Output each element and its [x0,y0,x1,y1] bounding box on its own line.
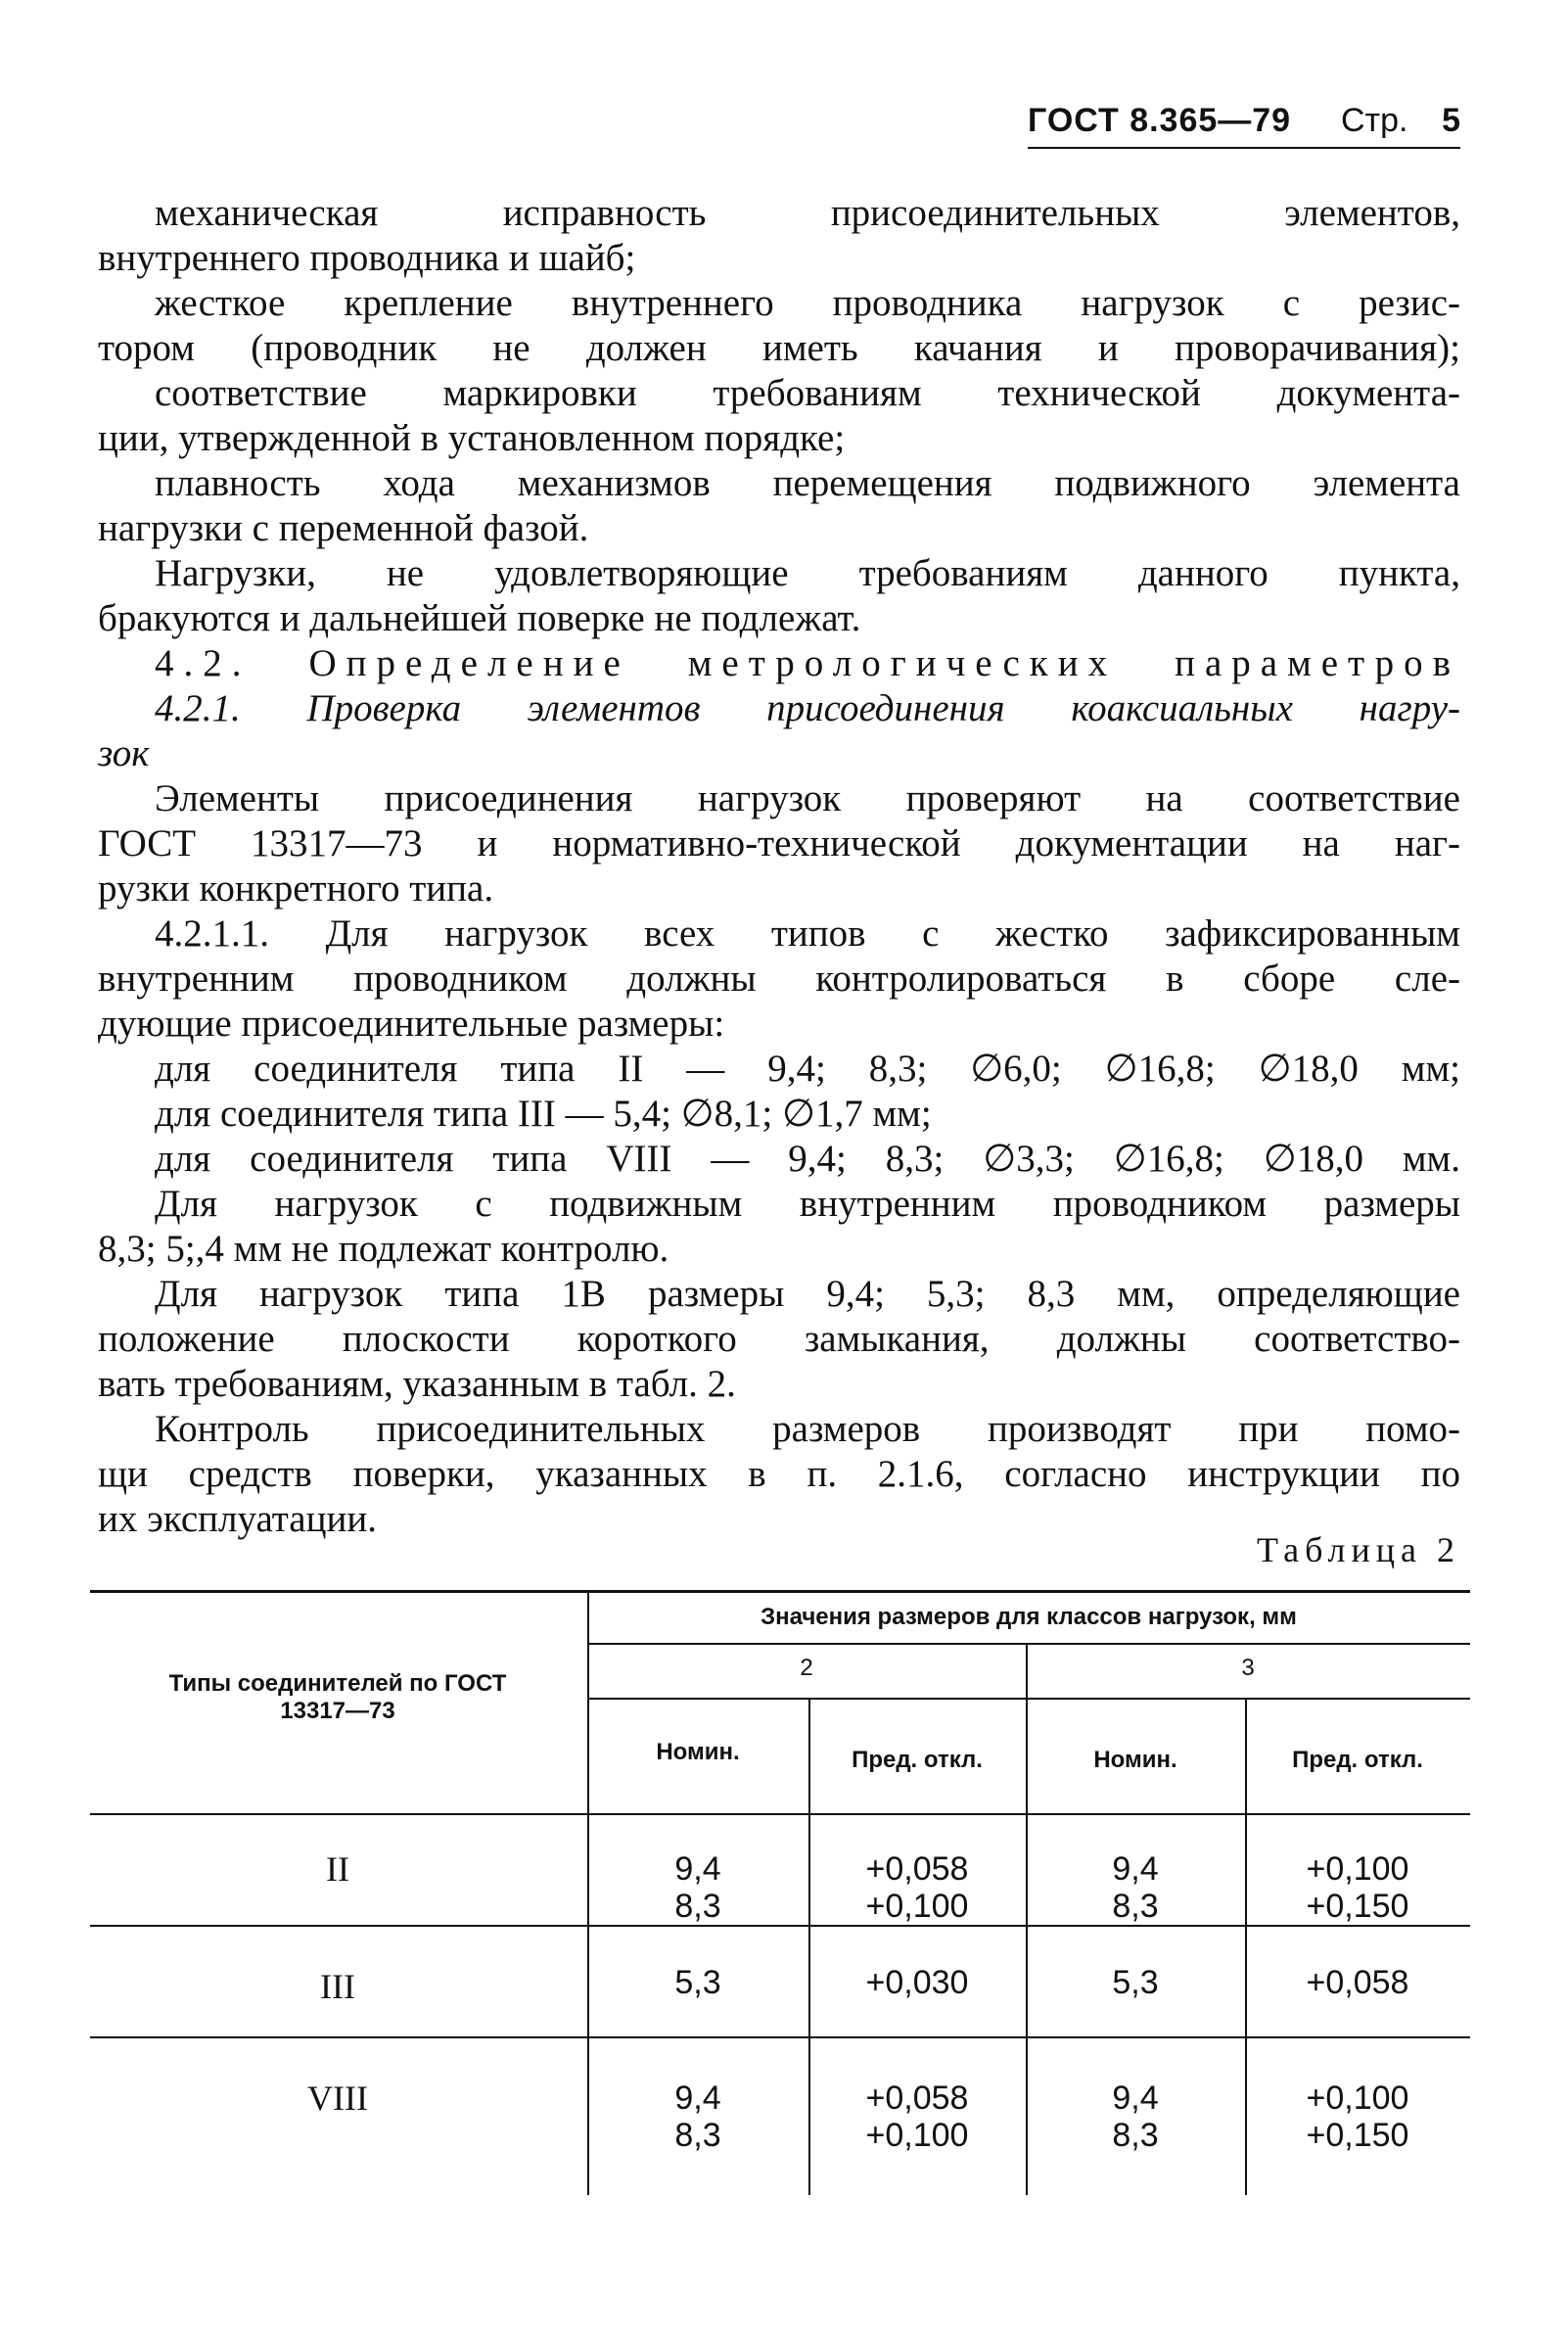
row-divider [90,1925,1470,1927]
text-line: вать требованиям, указанным в табл. 2. [98,1363,736,1405]
cell-value: +0,100 [865,1888,969,1925]
cell-value: 8,3 [674,2117,721,2154]
text-line: Элементы присоединения нагрузок проверяют на соответствие [155,777,1460,819]
row-divider [90,2036,1470,2038]
cell-value: +0,058 [865,2079,969,2117]
section-heading: 4.2. Определение метрологических параметров [155,642,1460,684]
text-line: Нагрузки, не удовлетворяющие требованиям данного пункта, [155,552,1460,594]
cell-value: +0,058 [865,1850,969,1888]
nomin-cell-3 [1026,1964,1245,2001]
header-rule [1028,147,1460,149]
cell-value: 8,3 [1112,1888,1159,1925]
pred-cell-3 [1245,2079,1470,2154]
cell-value: +0,058 [1306,1964,1409,2001]
text-line: щи средств поверки, указанных в п. 2.1.6, согласно инструкции по [98,1453,1460,1495]
values-group-header: Значения размеров для классов нагрузок, мм [761,1604,1297,1630]
pred-cell-3 [1245,1964,1470,2001]
text-line: для соединителя типа III — 5,4; ∅8,1; ∅1,7 мм; [155,1093,932,1135]
cell-value: +0,030 [865,1964,969,2001]
text-line: тором (проводник не должен иметь качания и проворачивания); [98,327,1460,369]
page-label: Стр. [1341,102,1408,139]
nomin-cell-2 [587,1850,808,1925]
text-line: для соединителя типа II — 9,4; 8,3; ∅6,0; ∅16,8; ∅18,0 мм; [155,1048,1460,1090]
text-line: дующие присоединительные размеры: [98,1003,725,1045]
type-cell: VIII [307,2079,368,2118]
cell-value: 9,4 [674,1850,721,1888]
text-line: внутренним проводником должны контролироваться в сборе сле- [98,958,1460,1000]
type-cell: III [320,1967,355,2006]
text-line: жесткое крепление внутреннего проводника нагрузок с резис- [155,282,1460,324]
text-line: механическая исправность присоединительных элементов, [155,192,1460,234]
cell-value: 9,4 [1112,2079,1159,2117]
cell-value: +0,150 [1306,1888,1409,1925]
text-line: плавность хода механизмов перемещения подвижного элемента [155,462,1460,504]
text-line: для соединителя типа VIII — 9,4; 8,3; ∅3,3; ∅16,8; ∅18,0 мм. [155,1138,1460,1180]
pred-cell-2 [808,1964,1026,2001]
cell-value: 9,4 [674,2079,721,2117]
pred-cell-2 [808,1850,1026,1925]
text-line: 8,3; 5;,4 мм не подлежат контролю. [98,1228,669,1270]
standard-number: ГОСТ 8.365—79 [1028,102,1292,139]
pred-cell-2 [808,2079,1026,2154]
nomin-cell-3 [1026,1850,1245,1925]
text-line: Для нагрузок типа 1В размеры 9,4; 5,3; 8,3 мм, определяющие [155,1273,1460,1315]
subsection-heading-cont: зок [98,732,150,774]
pred-header-3: Пред. откл. [1292,1747,1423,1773]
cell-value: 9,4 [1112,1850,1159,1888]
page-number: 5 [1442,102,1460,139]
subsection-heading: 4.2.1. Проверка элементов присоединения коаксиальных нагру- [155,687,1460,729]
text-line: рузки конкретного типа. [98,867,494,910]
cell-value: 5,3 [1112,1964,1159,2001]
class-header-rule [587,1698,1470,1700]
nomin-cell-3 [1026,2079,1245,2154]
table-caption: Таблица 2 [1257,1530,1460,1569]
cell-value: 8,3 [1112,2117,1159,2154]
pred-cell-3 [1245,1850,1470,1925]
type-cell: II [326,1849,349,1889]
table-top-rule [90,1590,1470,1593]
cell-value: +0,100 [1306,1850,1409,1888]
text-line: Контроль присоединительных размеров производят при помо- [155,1408,1460,1450]
cell-value: +0,150 [1306,2117,1409,2154]
cell-value: +0,100 [1306,2079,1409,2117]
nomin-cell-2 [587,1964,808,2001]
text-line: внутреннего проводника и шайб; [98,237,636,279]
group-header-rule [587,1643,1470,1645]
pred-header-2: Пред. откл. [852,1747,983,1773]
text-line: ГОСТ 13317—73 и нормативно-технической документации на наг- [98,822,1460,864]
text-line: бракуются и дальнейшей поверке не подлежат. [98,597,861,639]
class-2-header: 2 [800,1655,813,1681]
text-line: 4.2.1.1. Для нагрузок всех типов с жестко зафиксированным [155,912,1460,955]
class-3-header: 3 [1241,1655,1255,1681]
cell-value: +0,100 [865,2117,969,2154]
text-line: нагрузки с переменной фазой. [98,507,589,549]
nomin-header-3: Номин. [1093,1747,1177,1773]
text-line: положение плоскости короткого замыкания, должны соответство- [98,1318,1460,1360]
nomin-cell-2 [587,2079,808,2154]
text-line: ции, утвержденной в установленном порядке; [98,417,846,459]
page-header [1028,102,1460,151]
cell-value: 8,3 [674,1888,721,1925]
types-header: Типы соединителей по ГОСТ 13317—73 [168,1670,507,1724]
nomin-header-2: Номин. [656,1739,740,1765]
cell-value: 5,3 [674,1964,721,2001]
text-line: их эксплуатации. [98,1498,377,1540]
text-line: соответствие маркировки требованиям технической документа- [155,372,1460,414]
text-line: Для нагрузок с подвижным внутренним проводником размеры [155,1183,1460,1225]
header-bottom-rule [90,1813,1470,1815]
